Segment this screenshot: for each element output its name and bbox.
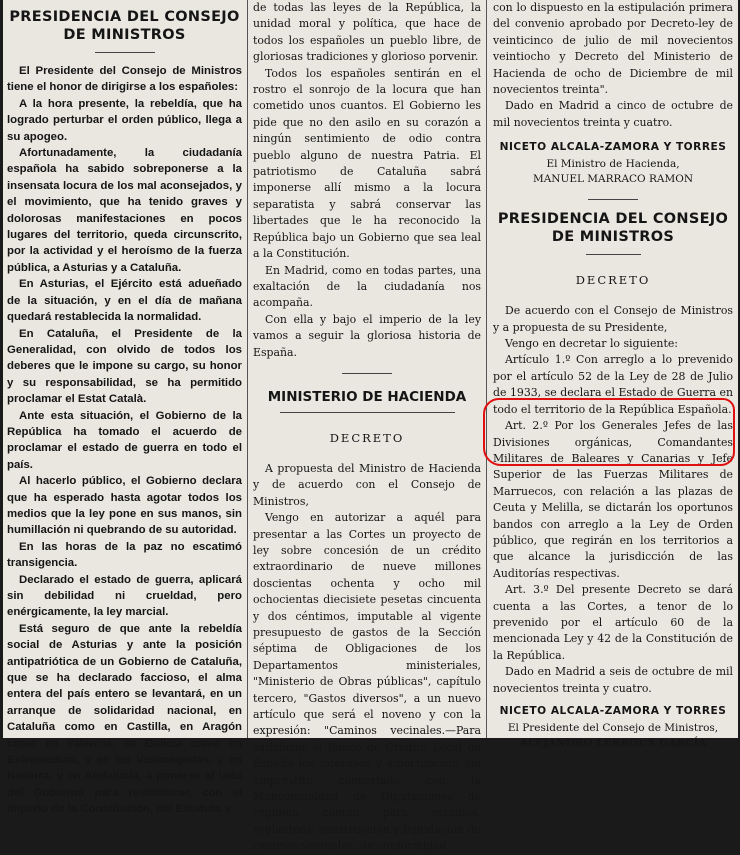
paragraph: Dado en Madrid a cinco de octubre de mil novecientos treinta y cuatro.	[493, 99, 733, 129]
newspaper-page	[3, 0, 738, 853]
red-highlight-annotation	[483, 398, 735, 466]
divider	[95, 52, 155, 53]
divider	[280, 412, 455, 413]
paragraph: En Cataluña, el Presidente de la Generalidad, con olvido de todos los deberes que le impone su cargo, su honor y su responsabilidad, se ha permitido proclamar el Estat Català.	[7, 327, 242, 406]
divider	[586, 254, 641, 255]
paragraph: Afortunadamente, la ciudadanía española ha sabido sobreponerse a la insensata locura de los mal aconsejados, y el movimiento, que ha tenido graves y dolorosas manifestaciones en pocos lugares del territorio, queda circunscrito, por la actividad y el heroísmo de la fuerza pública, a Asturias y a Cataluña.	[7, 147, 242, 274]
signature-role: El Ministro de Hacienda,	[546, 158, 680, 171]
column-rule	[247, 0, 248, 738]
column-1	[7, 0, 242, 816]
decreto-title: DECRETO	[575, 273, 651, 288]
signature-minister: MANUEL MARRACO RAMON	[532, 173, 694, 186]
paragraph: Vengo en decretar lo siguiente:	[505, 337, 678, 351]
paragraph: A propuesta del Ministro de Hacienda y de acuerdo con el Consejo de Ministros,	[253, 461, 481, 508]
presidencia-heading-2: PRESIDENCIA DEL CONSEJO DE MINISTROS	[497, 211, 729, 246]
paragraph: con lo dispuesto en la estipulación primera del convenio aprobado por Decreto-ley de veinticinco de julio de mil novecientos veintiocho y Decreto del Ministerio de Hacienda de ocho de Diciembre de mil novecientos treinta".	[493, 1, 733, 97]
decreto-title: DECRETO	[329, 430, 405, 445]
divider	[588, 199, 638, 200]
paragraph: Con ella y bajo el imperio de la ley vamos a seguir la gloriosa historia de España.	[253, 312, 481, 359]
column-3	[493, 0, 733, 749]
signature-president: NICETO ALCALA-ZAMORA Y TORRES	[499, 141, 727, 154]
presidencia-heading: PRESIDENCIA DEL CONSEJO DE MINISTROS	[9, 9, 240, 43]
paragraph: Declarado el estado de guerra, aplicará sin debilidad ni crueldad, pero enérgicamente, la ley marcial.	[7, 573, 242, 619]
signature-minister: ALEJANDRO LERROUX GARCÍA	[519, 737, 707, 749]
paragraph: En Madrid, como en todas partes, una exaltación de la ciudadanía nos acompaña.	[253, 263, 481, 310]
paragraph: Dado en Madrid a seis de octubre de mil novecientos treinta y cuatro.	[493, 665, 733, 695]
paragraph: Ante esta situación, el Gobierno de la República ha tomado el acuerdo de proclamar el estado de guerra en todo el país.	[7, 409, 242, 471]
article-1: Artículo 1.º Con arreglo a lo prevenido por el artículo 52 de la Ley de 28 de Julio de 1933, se declara el Estado de Guerra en todo el territorio de la República Española.	[493, 353, 733, 416]
divider	[342, 373, 392, 374]
column-2	[253, 0, 481, 853]
signature-president: NICETO ALCALA-ZAMORA Y TORRES	[499, 705, 727, 717]
paragraph: En Asturias, el Ejército está adueñado de la situación, y en el día de mañana quedará restablecida la normalidad.	[7, 278, 242, 324]
column-rule	[486, 0, 487, 738]
paragraph: A la hora presente, la rebeldía, que ha logrado perturbar el orden público, llega a su apogeo.	[7, 97, 242, 143]
paragraph: Todos los españoles sentirán en el rostro el sonrojo de la locura que han cometido unos cuantos. El Gobierno les pide que no den asilo en su corazón a ningún sentimiento de odio contra pueblo alguno de nuestra Patria. El patriotismo de Cataluña sabrá imponerse allí mismo a la locura separatista y sabrá conservar las libertades que le ha reconocido la República bajo un Gobierno que sea leal a la Constitución.	[253, 66, 481, 261]
paragraph: de todas las leyes de la República, la unidad moral y política, que hace de todos los españoles un pueblo libre, de gloriosas tradiciones y glorioso porvenir.	[253, 1, 481, 64]
paragraph: De acuerdo con el Consejo de Ministros y a propuesta de su Presidente,	[493, 304, 733, 334]
hacienda-heading: MINISTERIO DE HACIENDA	[267, 388, 467, 405]
article-3: Art. 3.º Del presente Decreto se dará cuenta a las Cortes, a tenor de lo prevenido por el artículo 60 de la mencionada Ley y 42 de la Constitución de la República.	[493, 583, 733, 662]
article-2: Art. 2.º Por los Generales Jefes de las Divisiones orgánicas, Comandantes Militares de Baleares y Canarias y Jefe Superior de las Fuerzas Militares de Marruecos, con relación a las plazas de Ceuta y Melilla, se dictarán los oportunos bandos con arreglo a la Ley de Orden público, que regirán en los territorios a que alcance la jurisdicción de las Auditorías respectivas.	[493, 419, 733, 580]
signature-role: El Presidente del Consejo de Ministros,	[507, 722, 719, 734]
paragraph: En las horas de la paz no escatimó transigencia.	[7, 540, 242, 570]
paragraph: Está seguro de que ante la rebeldía social de Asturias y ante la posición antipatriótica de un Gobierno de Cataluña, que se ha declarado faccioso, el alma entera del país entero se levantará, en un arranque de solidaridad nacional, en Cataluña como en Castilla, en Aragón como en Valencia, en Galicia como en Extremadura, y en las Vascongadas, y en Navarra, y en Andalucía, a ponerse al lado del Gobierno para restablecer, con el imperio de la Constitución, del Estatuto y	[7, 622, 242, 816]
paragraph: Al hacerlo público, el Gobierno declara que ha esperado hasta agotar todos los medios que la ley pone en sus manos, sin humillación ni quebrando de su autoridad.	[7, 475, 242, 537]
paragraph: El Presidente del Consejo de Ministros tiene el honor de dirigirse a los españoles:	[7, 65, 242, 94]
paragraph: Vengo en autorizar a aquél para presentar a las Cortes un proyecto de ley sobre concesión de un crédito extraordinario de nueve millones doscientas ochenta y ocho mil ochocientas diecisiete pesetas cincuenta y dos céntimos, imputable al vigente presupuesto de gastos de la Sección séptima de Obligaciones de los Departamentos ministeriales, "Ministerio de Obras públicas", capítulo tercero, "Gastos diversos", a un nuevo artículo que será el noveno y con la expresión: "Caminos vecinales.—Para satisfacer al Banco de Crédito Local de España los intereses y amortización del empréstito concertado con la Mancomunidad de Diputaciones de régimen común para estudios, replanteos, construcción y liquidación de caminos vecinales, de conformidad	[253, 511, 481, 853]
